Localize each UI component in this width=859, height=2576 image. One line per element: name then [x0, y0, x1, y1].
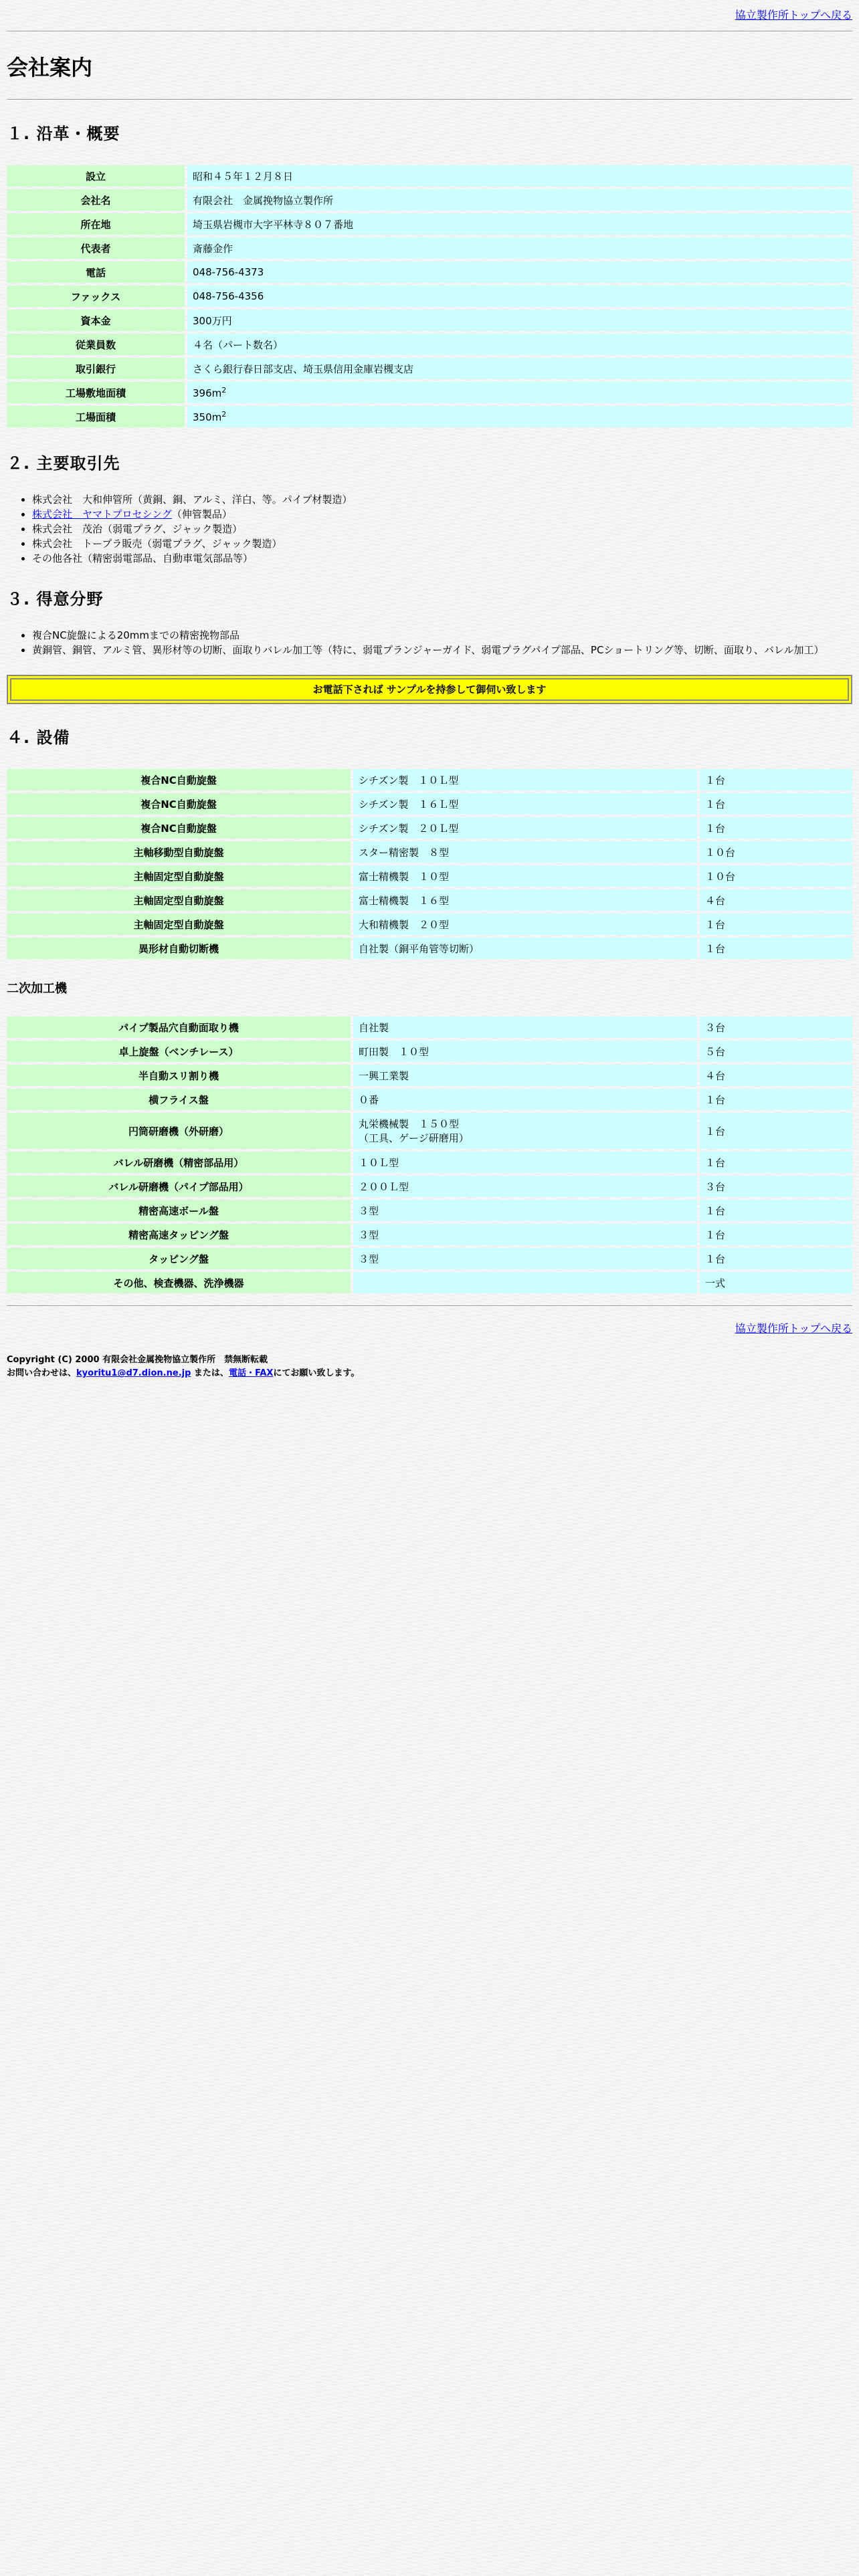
- machine-model: シチズン製 １０Ｌ型: [353, 769, 697, 790]
- table-row: [7, 1224, 852, 1245]
- machine-model: 町田製 １０型: [353, 1041, 697, 1062]
- table-row: [7, 889, 852, 911]
- specialty-list: [7, 628, 852, 657]
- row-value: 斎藤金作: [187, 237, 852, 259]
- divider: [7, 31, 852, 32]
- client-link-yamato[interactable]: 株式会社 ヤマトプロセシング: [32, 508, 172, 520]
- table-row: [7, 261, 852, 283]
- machine-name: 異形材自動切断機: [7, 938, 351, 959]
- inquiry-suffix: にてお願い致します。: [273, 1368, 360, 1378]
- bottom-nav: [7, 1320, 852, 1336]
- unit-exponent: 2: [221, 386, 227, 395]
- machine-model: [353, 1113, 697, 1149]
- machine-model: スター精密製 ８型: [353, 841, 697, 863]
- copyright-text: Copyright (C) 2000 有限会社金属挽物協立製作所 禁無断転載: [7, 1355, 268, 1365]
- divider: [7, 1305, 852, 1307]
- machine-name: 複合NC自動旋盤: [7, 817, 351, 839]
- client-note: （伸管製品）: [171, 508, 232, 520]
- row-value: 048-756-4373: [187, 261, 852, 283]
- machine-name: 半自動スリ割り機: [7, 1065, 351, 1086]
- machine-model: 富士精機製 １０型: [353, 865, 697, 887]
- back-to-top-link[interactable]: 協立製作所トップへ戻る: [735, 9, 852, 21]
- table-row: [7, 358, 852, 379]
- phone-fax-link[interactable]: 電話・FAX: [228, 1368, 274, 1378]
- unit-exponent: 2: [221, 410, 227, 419]
- machine-name: その他、検査機器、洗浄機器: [7, 1272, 351, 1293]
- machine-name: 主軸固定型自動旋盤: [7, 889, 351, 911]
- machine-model: 自社製（銅平角管等切断）: [353, 938, 697, 959]
- machine-name: 精密高速タッピング盤: [7, 1224, 351, 1245]
- row-value: ４名（パート数名）: [187, 334, 852, 355]
- machine-count: １台: [700, 1248, 852, 1269]
- row-label: 取引銀行: [7, 358, 185, 379]
- row-label: 設立: [7, 165, 185, 187]
- section-title-secondary: 二次加工機: [7, 982, 67, 996]
- table-row: [7, 793, 852, 815]
- table-row: [7, 189, 852, 211]
- list-item: [32, 507, 852, 522]
- row-label: ファックス: [7, 286, 185, 307]
- table-row: [7, 1089, 852, 1110]
- footer: [7, 1354, 852, 1380]
- divider: [7, 99, 852, 100]
- sample-banner-text: お電話下されば サンプルを持参して御伺い致します: [10, 678, 849, 701]
- list-item: • その他各社（精密弱電部品、自動車電気部品等）: [32, 551, 852, 566]
- machine-name: 横フライス盤: [7, 1089, 351, 1110]
- section-title-specialty: ３. 得意分野: [7, 590, 104, 609]
- machine-model: ３型: [353, 1200, 697, 1221]
- machine-count: ５台: [700, 1041, 852, 1062]
- row-label: 所在地: [7, 213, 185, 235]
- equipment-table: [4, 766, 855, 962]
- machine-model: 自社製: [353, 1016, 697, 1038]
- machine-model: 富士精機製 １６型: [353, 889, 697, 911]
- machine-count: １台: [700, 793, 852, 815]
- machine-model: 一興工業製: [353, 1065, 697, 1086]
- table-row: [7, 817, 852, 839]
- secondary-equipment-table: [4, 1014, 855, 1296]
- machine-name: 複合NC自動旋盤: [7, 769, 351, 790]
- table-row: [7, 310, 852, 331]
- table-row: [7, 1041, 852, 1062]
- machine-name: 主軸固定型自動旋盤: [7, 914, 351, 935]
- sample-banner: [7, 675, 852, 704]
- machine-name: 精密高速ボール盤: [7, 1200, 351, 1221]
- table-row: [7, 865, 852, 887]
- machine-model: シチズン製 １６Ｌ型: [353, 793, 697, 815]
- machine-count: ３台: [700, 1016, 852, 1038]
- table-row: [7, 382, 852, 403]
- table-row: [7, 938, 852, 959]
- machine-count: １台: [700, 817, 852, 839]
- area-value: 350m: [193, 411, 222, 423]
- overview-table: [4, 163, 855, 430]
- machine-count: ４台: [700, 889, 852, 911]
- inquiry-text: [7, 1367, 852, 1380]
- machine-count: １０台: [700, 841, 852, 863]
- table-row: [7, 1176, 852, 1197]
- row-label: 工場敷地面積: [7, 382, 185, 403]
- machine-name: タッピング盤: [7, 1248, 351, 1269]
- machine-name: パイプ製品穴自動面取り機: [7, 1016, 351, 1038]
- list-item: • 黄銅管、銅管、アルミ管、異形材等の切断、面取りバレル加工等（特に、弱電プランジャーガイド、弱電プラグパイプ部品、PCショートリング等、切断、面取り、バレル加工）: [32, 643, 852, 657]
- table-row: [7, 1016, 852, 1038]
- table-row: [7, 237, 852, 259]
- table-row: [7, 1065, 852, 1086]
- row-label: 資本金: [7, 310, 185, 331]
- table-row: [7, 1113, 852, 1149]
- table-row: [7, 165, 852, 187]
- list-item: • 株式会社 トープラ販売（弱電プラグ、ジャック製造）: [32, 536, 852, 551]
- machine-count: １台: [700, 1224, 852, 1245]
- table-row: [7, 1152, 852, 1173]
- machine-model: ０番: [353, 1089, 697, 1110]
- row-value: [187, 382, 852, 403]
- machine-name: 円筒研磨機（外研磨）: [7, 1113, 351, 1149]
- table-row: [7, 213, 852, 235]
- section-title-overview: １. 沿革・概要: [7, 124, 120, 143]
- section-title-equipment: ４. 設備: [7, 728, 70, 747]
- back-to-top-link[interactable]: 協立製作所トップへ戻る: [735, 1322, 852, 1335]
- row-value: 埼玉県岩槻市大字平林寺８０７番地: [187, 213, 852, 235]
- row-label: 電話: [7, 261, 185, 283]
- machine-model-line: 丸栄機械製 １５０型: [359, 1118, 460, 1130]
- row-label: 会社名: [7, 189, 185, 211]
- top-nav: [7, 0, 852, 24]
- table-row: [7, 406, 852, 427]
- machine-model: ２００Ｌ型: [353, 1176, 697, 1197]
- machine-count: 一式: [700, 1272, 852, 1293]
- machine-model: シチズン製 ２０Ｌ型: [353, 817, 697, 839]
- list-item: • 株式会社 茂治（弱電プラグ、ジャック製造）: [32, 522, 852, 536]
- machine-count: １台: [700, 1089, 852, 1110]
- table-row: [7, 769, 852, 790]
- email-link[interactable]: kyoritu1@d7.dion.ne.jp: [76, 1368, 191, 1378]
- inquiry-prefix: お問い合わせは、: [7, 1368, 77, 1378]
- machine-count: １台: [700, 769, 852, 790]
- section-title-clients: ２. 主要取引先: [7, 454, 120, 473]
- table-row: [7, 914, 852, 935]
- machine-count: ４台: [700, 1065, 852, 1086]
- machine-model: ３型: [353, 1224, 697, 1245]
- page-title: 会社案内: [7, 55, 93, 80]
- machine-model: [353, 1272, 697, 1293]
- machine-model: １０Ｌ型: [353, 1152, 697, 1173]
- row-label: 代表者: [7, 237, 185, 259]
- row-value: [187, 406, 852, 427]
- machine-count: １台: [700, 914, 852, 935]
- machine-count: １０台: [700, 865, 852, 887]
- machine-count: １台: [700, 1200, 852, 1221]
- machine-count: ３台: [700, 1176, 852, 1197]
- machine-name: バレル研磨機（精密部品用）: [7, 1152, 351, 1173]
- row-value: 有限会社 金属挽物協立製作所: [187, 189, 852, 211]
- table-row: [7, 1200, 852, 1221]
- row-value: 300万円: [187, 310, 852, 331]
- machine-name: 主軸固定型自動旋盤: [7, 865, 351, 887]
- table-row: [7, 1248, 852, 1269]
- machine-name: 主軸移動型自動旋盤: [7, 841, 351, 863]
- inquiry-middle: または、: [191, 1368, 229, 1378]
- row-value: 048-756-4356: [187, 286, 852, 307]
- machine-model: 大和精機製 ２０型: [353, 914, 697, 935]
- row-label: 従業員数: [7, 334, 185, 355]
- machine-count: １台: [700, 938, 852, 959]
- clients-list: [7, 492, 852, 566]
- list-item: • 複合NC旋盤による20mmまでの精密挽物部品: [32, 628, 852, 643]
- machine-name: バレル研磨機（パイプ部品用）: [7, 1176, 351, 1197]
- machine-count: １台: [700, 1113, 852, 1149]
- area-value: 396m: [193, 387, 222, 399]
- row-label: 工場面積: [7, 406, 185, 427]
- row-value: さくら銀行春日部支店、埼玉県信用金庫岩槻支店: [187, 358, 852, 379]
- table-row: [7, 841, 852, 863]
- machine-model-note: （工具、ゲージ研磨用）: [359, 1132, 469, 1144]
- table-row: [7, 334, 852, 355]
- table-row: [7, 286, 852, 307]
- row-value: 昭和４５年１２月８日: [187, 165, 852, 187]
- machine-count: １台: [700, 1152, 852, 1173]
- list-item: • 株式会社 大和伸管所（黄銅、銅、アルミ、洋白、等。パイプ材製造）: [32, 492, 852, 507]
- machine-model: ３型: [353, 1248, 697, 1269]
- table-row: [7, 1272, 852, 1293]
- machine-name: 複合NC自動旋盤: [7, 793, 351, 815]
- machine-name: 卓上旋盤（ベンチレース）: [7, 1041, 351, 1062]
